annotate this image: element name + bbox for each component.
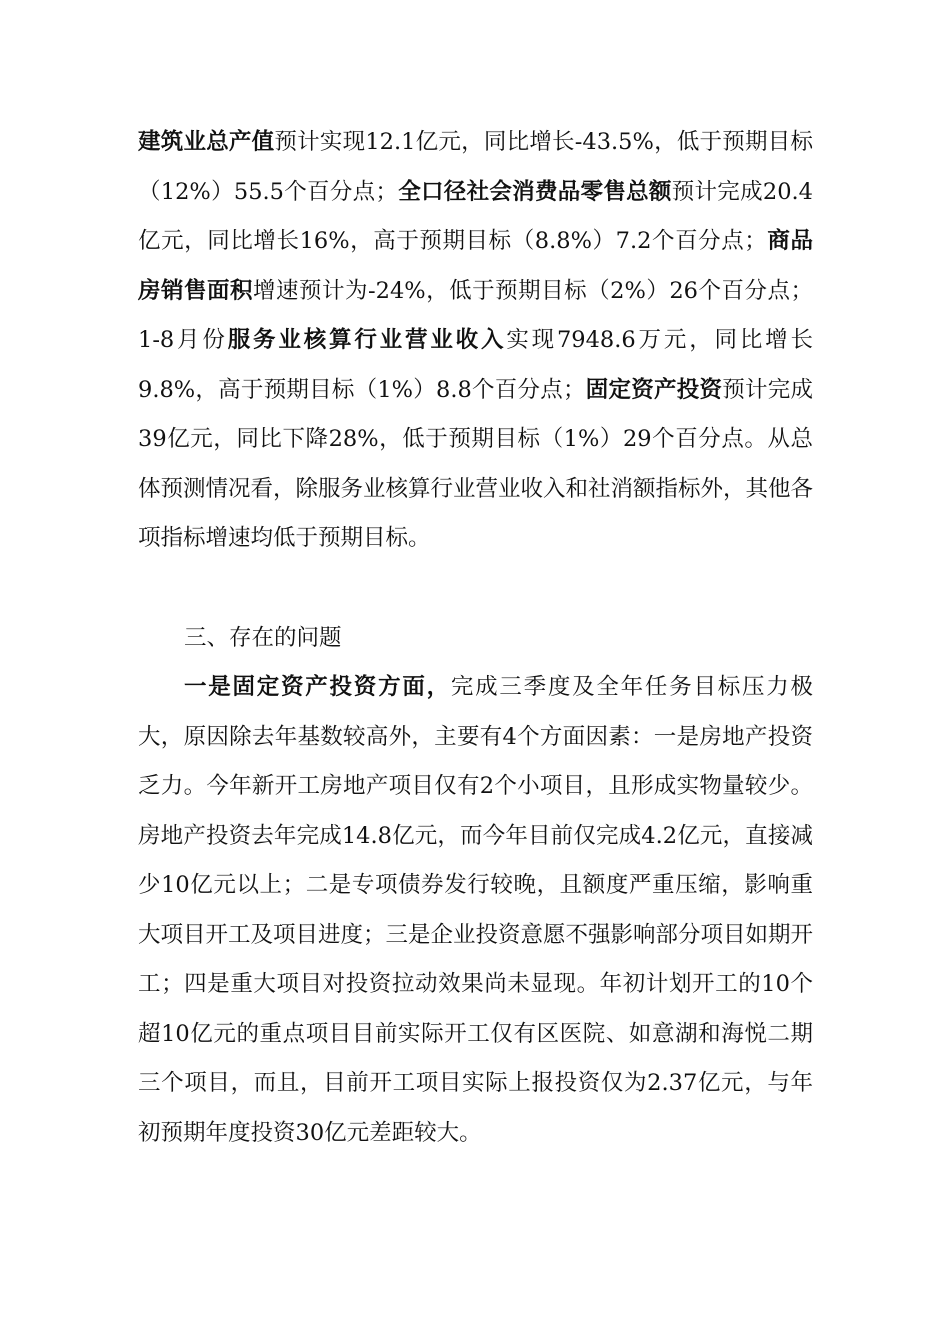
term-housing-sales-area: 商品房销售面积	[138, 228, 813, 304]
text-service-revenue: 实现7948.6万元，同比增长9.8%，高于预期目标（1%）8.8个百分点；	[138, 327, 813, 403]
text-construction-output: 预计实现12.1亿元，同比增长-43.5%，低于预期目标（12%）55.5个百分点；	[138, 129, 813, 205]
paragraph-indicators	[138, 118, 813, 564]
term-construction-output: 建筑业总产值	[138, 129, 275, 155]
section-heading: 三、存在的问题	[184, 625, 342, 651]
problem-lead: 一是固定资产投资方面，	[184, 674, 451, 700]
text-housing-sales-area: 增速预计为-24%，低于预期目标（2%）26个百分点；1-8月份	[138, 277, 813, 353]
paragraph-problems	[138, 663, 813, 1158]
term-retail-sales: 全口径社会消费品零售总额	[397, 178, 672, 205]
problem-body: 完成三季度及全年任务目标压力极大，原因除去年基数较高外，主要有4个方面因素：一是房地产投资乏力。今年新开工房地产项目仅有2个小项目，且形成实物量较少。房地产投资去年完成14.8亿元，而今年目前仅完成4.2亿元，直接减少10亿元以上；二是专项债券发行较晚，且额度严重压缩，影响重大项目开工及项目进度；三是企业投资意愿不强影响部分项目如期开工；四是重大项目对投资拉动效果尚未显现。年初计划开工的10个超10亿元的重点项目目前实际开工仅有区医院、如意湖和海悦二期三个项目，而且，目前开工项目实际上报投资仅为2.37亿元，与年初预期年度投资30亿元差距较大。	[138, 674, 814, 1146]
text-retail-sales: 预计完成20.4亿元，同比增长16%，高于预期目标（8.8%）7.2个百分点；	[138, 178, 813, 254]
term-fixed-asset-investment: 固定资产投资	[585, 376, 723, 403]
term-service-revenue: 服务业核算行业营业收入	[227, 327, 507, 353]
text-fixed-asset-investment: 预计完成39亿元，同比下降28%，低于预期目标（1%）29个百分点。从总体预测情况看，除服务业核算行业营业收入和社消额指标外，其他各项指标增速均低于预期目标。	[138, 376, 814, 551]
